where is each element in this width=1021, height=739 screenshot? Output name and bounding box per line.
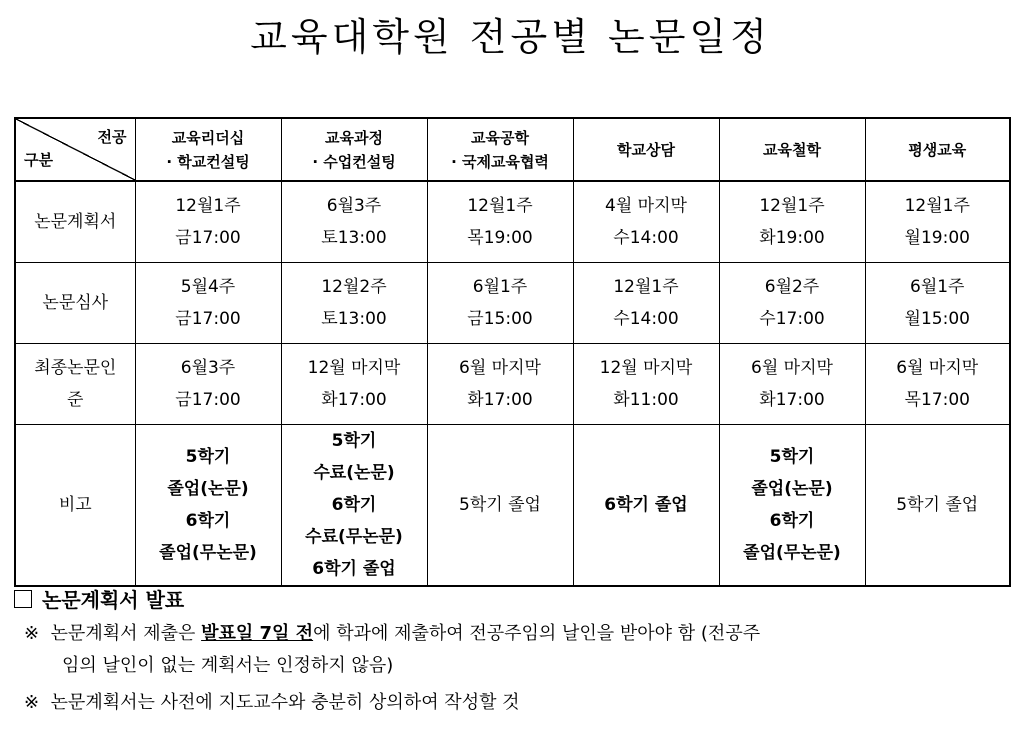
table-cell: 12월1주 화19:00	[719, 181, 865, 262]
table-cell: 6월 마지막 목17:00	[865, 343, 1010, 424]
table-cell: 5학기 졸업(논문) 6학기 졸업(무논문)	[135, 424, 281, 586]
column-header: 교육철학	[719, 118, 865, 181]
row-header: 논문계획서	[15, 181, 135, 262]
row-header: 최종논문인 준	[15, 343, 135, 424]
table-cell: 6월1주 월15:00	[865, 262, 1010, 343]
section-heading	[14, 584, 184, 613]
table-cell: 12월 마지막 화17:00	[281, 343, 427, 424]
table-cell: 12월1주 수14:00	[573, 262, 719, 343]
table-cell: 6월 마지막 화17:00	[719, 343, 865, 424]
table-cell: 5학기 수료(논문) 6학기 수료(무논문) 6학기 졸업	[281, 424, 427, 586]
column-header: 평생교육	[865, 118, 1010, 181]
table-cell: 5월4주 금17:00	[135, 262, 281, 343]
page-title: 교육대학원 전공별 논문일정	[250, 15, 771, 59]
schedule-table	[14, 117, 1011, 587]
corner-major-label: 전공	[97, 128, 127, 146]
section-title: 논문계획서 발표	[42, 588, 185, 612]
table-row	[15, 181, 1010, 262]
table-cell: 12월2주 토13:00	[281, 262, 427, 343]
table-row	[15, 262, 1010, 343]
table-cell: 6학기 졸업	[573, 424, 719, 586]
table-cell: 6월3주 토13:00	[281, 181, 427, 262]
header-row	[15, 118, 1010, 181]
table-row	[15, 424, 1010, 586]
table-cell: 6월1주 금15:00	[427, 262, 573, 343]
row-header: 비고	[15, 424, 135, 586]
table-cell: 6월2주 수17:00	[719, 262, 865, 343]
checkbox-square-icon	[14, 590, 32, 608]
table-cell: 5학기 졸업(논문) 6학기 졸업(무논문)	[719, 424, 865, 586]
column-header: 교육리더십 · 학교컨설팅	[135, 118, 281, 181]
column-header: 교육과정 · 수업컨설팅	[281, 118, 427, 181]
table-cell: 6월3주 금17:00	[135, 343, 281, 424]
table-cell: 4월 마지막 수14:00	[573, 181, 719, 262]
column-header: 학교상담	[573, 118, 719, 181]
reference-mark-icon: ※	[24, 692, 40, 713]
reference-mark-icon: ※	[24, 623, 40, 644]
table-cell: 6월 마지막 화17:00	[427, 343, 573, 424]
row-header: 논문심사	[15, 262, 135, 343]
table-cell: 5학기 졸업	[865, 424, 1010, 586]
note-item: ※ 논문계획서 제출은 발표일 7일 전에 학과에 제출하여 전공주임의 날인을 받아야 함 (전공주	[24, 623, 761, 644]
table-cell: 12월1주 월19:00	[865, 181, 1010, 262]
corner-category-label: 구분	[24, 151, 53, 169]
table-cell: 12월1주 목19:00	[427, 181, 573, 262]
note-item: ※ 논문계획서는 사전에 지도교수와 충분히 상의하여 작성할 것	[24, 692, 520, 713]
note-item-continuation: 임의 날인이 없는 계획서는 인정하지 않음)	[62, 655, 394, 676]
column-header: 교육공학 · 국제교육협력	[427, 118, 573, 181]
deadline-emphasis: 발표일 7일 전	[201, 623, 314, 644]
table-cell: 5학기 졸업	[427, 424, 573, 586]
table-row	[15, 343, 1010, 424]
table-cell: 12월1주 금17:00	[135, 181, 281, 262]
corner-cell	[15, 118, 135, 181]
table-cell: 12월 마지막 화11:00	[573, 343, 719, 424]
